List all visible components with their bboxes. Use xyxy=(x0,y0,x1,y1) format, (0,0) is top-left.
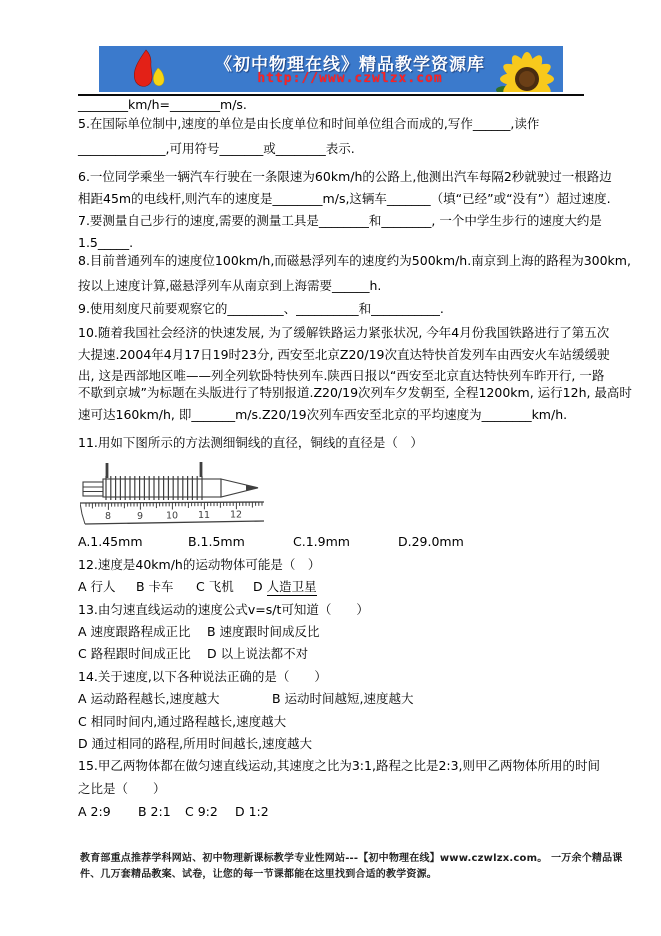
q6-line-2: 相距45m的电线杆,则汽车的速度是________m/s,这辆车_______（填“已经”或“没有”）超过速度. xyxy=(78,191,611,206)
site-logo-flame-icon xyxy=(125,48,171,90)
q10-line-5: 速可达160km/h, 即_______m/s.Z20/19次列车西安至北京的平均速度为________km/h. xyxy=(78,407,568,422)
footer-promo xyxy=(80,851,623,883)
q12-option-a: A 行人 xyxy=(78,579,116,594)
q14-options-row-1 xyxy=(78,690,414,710)
q13-option-a: A 速度跟路程成正比 xyxy=(78,624,191,639)
q10-line-4: 不歇到京城”为标题在头版进行了特别报道.Z20/19次列车夕发朝至, 全程1200km, 运行12h, 最高时 xyxy=(78,385,632,400)
ruler-number: 9 xyxy=(136,511,144,522)
q13-options-row-2 xyxy=(78,645,308,665)
ruler-number: 10 xyxy=(165,510,179,522)
q12-option-d xyxy=(253,578,317,595)
q15-option-d: D 1:2 xyxy=(235,804,269,819)
wire-coil xyxy=(106,476,202,500)
site-banner-title: 《初中物理在线》精品教学资源库 xyxy=(215,55,485,75)
q12-option-d-text: 人造卫星 xyxy=(266,579,317,594)
q13-option-c: C 路程跟时间成正比 xyxy=(78,646,191,661)
q11-option-a: A.1.45mm xyxy=(78,534,143,549)
q15-line-2: 之比是（ ） xyxy=(78,781,166,796)
q15-option-b: B 2:1 xyxy=(138,804,171,819)
ruler-number: 12 xyxy=(229,509,243,521)
q5-line-2: ______________,可用符号_______或________表示. xyxy=(78,141,355,156)
ruler-wire-diagram xyxy=(80,460,268,528)
pencil xyxy=(83,479,258,497)
site-banner-url: http://www.czwlzx.com xyxy=(257,71,443,86)
q14-option-c: C 相同时间内,通过路程越长,速度越大 xyxy=(78,714,287,729)
q7-line-2: 1.5_____. xyxy=(78,235,134,250)
wire-ends xyxy=(107,462,201,478)
q10-line-3: 出, 这是西部地区唯——列全列软卧特快列车.陕西日报以“西安至北京直达特快列车昨开行, 一路 xyxy=(78,368,605,383)
footer-line-1: 教育部重点推荐学科网站、初中物理新课标教学专业性网站---【初中物理在线】www.czwlzx.com。 一万余个精品课 xyxy=(80,853,623,864)
q11-stem: 11.用如下图所示的方法测细铜线的直径，铜线的直径是（ ） xyxy=(78,435,423,450)
q15-options-row xyxy=(78,803,269,823)
q7-line-1: 7.要测量自己步行的速度,需要的测量工具是________和________, 一个中学生步行的速度大约是 xyxy=(78,213,602,228)
q12-option-d-letter: D xyxy=(253,579,267,594)
ruler-numbers xyxy=(105,510,242,523)
ruler-number: 8 xyxy=(104,511,112,522)
q15-option-c: C 9:2 xyxy=(185,804,218,819)
footer-line-2: 件、几万套精品教案、试卷，让您的每一节课都能在这里找到合适的教学资源。 xyxy=(80,869,437,880)
q6-line-1: 6.一位同学乘坐一辆汽车行驶在一条限速为60km/h的公路上,他测出汽车每隔2秒就驶过一根路边 xyxy=(78,169,612,184)
site-banner xyxy=(99,46,563,92)
q13-option-b: B 速度跟时间成反比 xyxy=(207,624,320,639)
q11-option-b: B.1.5mm xyxy=(188,534,245,549)
q10-line-2: 大提速.2004年4月17日19时23分, 西安至北京Z20/19次直达特快首发列车由西安火车站缓缓驶 xyxy=(78,347,610,362)
q5-line-1: 5.在国际单位制中,速度的单位是由长度单位和时间单位组合而成的,写作______,读作 xyxy=(78,116,540,131)
q14-stem: 14.关于速度,以下各种说法正确的是（ ） xyxy=(78,669,327,684)
ruler-scale xyxy=(80,502,264,524)
q14-option-d: D 通过相同的路程,所用时间越长,速度越大 xyxy=(78,736,313,751)
q11-option-c: C.1.9mm xyxy=(293,534,350,549)
sunflower-icon xyxy=(487,48,563,92)
q11-options-row xyxy=(78,533,464,553)
q4-conversion-line: ________km/h=________m/s. xyxy=(78,97,247,112)
q14-option-b: B 运动时间越短,速度越大 xyxy=(272,691,414,706)
q15-line-1: 15.甲乙两物体都在做匀速直线运动,其速度之比为3:1,路程之比是2:3,则甲乙两物体所用的时间 xyxy=(78,758,601,773)
q9-line: 9.使用刻度尺前要观察它的_________、__________和___________. xyxy=(78,301,444,316)
q13-options-row-1 xyxy=(78,623,320,643)
ruler-number: 11 xyxy=(197,510,211,521)
q15-option-a: A 2:9 xyxy=(78,804,111,819)
q12-stem: 12.速度是40km/h的运动物体可能是（ ） xyxy=(78,557,321,572)
q13-stem: 13.由匀速直线运动的速度公式v=s/t可知道（ ） xyxy=(78,602,369,617)
q8-line-1: 8.目前普通列车的速度位100km/h,而磁悬浮列车的速度约为500km/h.南京到上海的路程为300km, xyxy=(78,253,631,268)
q12-options-row xyxy=(78,578,317,598)
q11-option-d: D.29.0mm xyxy=(398,534,464,549)
q8-line-2: 按以上速度计算,磁悬浮列车从南京到上海需要______h. xyxy=(78,278,382,293)
q12-option-b: B 卡车 xyxy=(136,579,174,594)
q12-option-c: C 飞机 xyxy=(196,579,234,594)
q10-line-1: 10.随着我国社会经济的快速发展, 为了缓解铁路运力紧张状况, 今年4月份我国铁路进行了第五次 xyxy=(78,325,610,340)
q13-option-d: D 以上说法都不对 xyxy=(207,646,309,661)
q14-option-a: A 运动路程越长,速度越大 xyxy=(78,691,220,706)
